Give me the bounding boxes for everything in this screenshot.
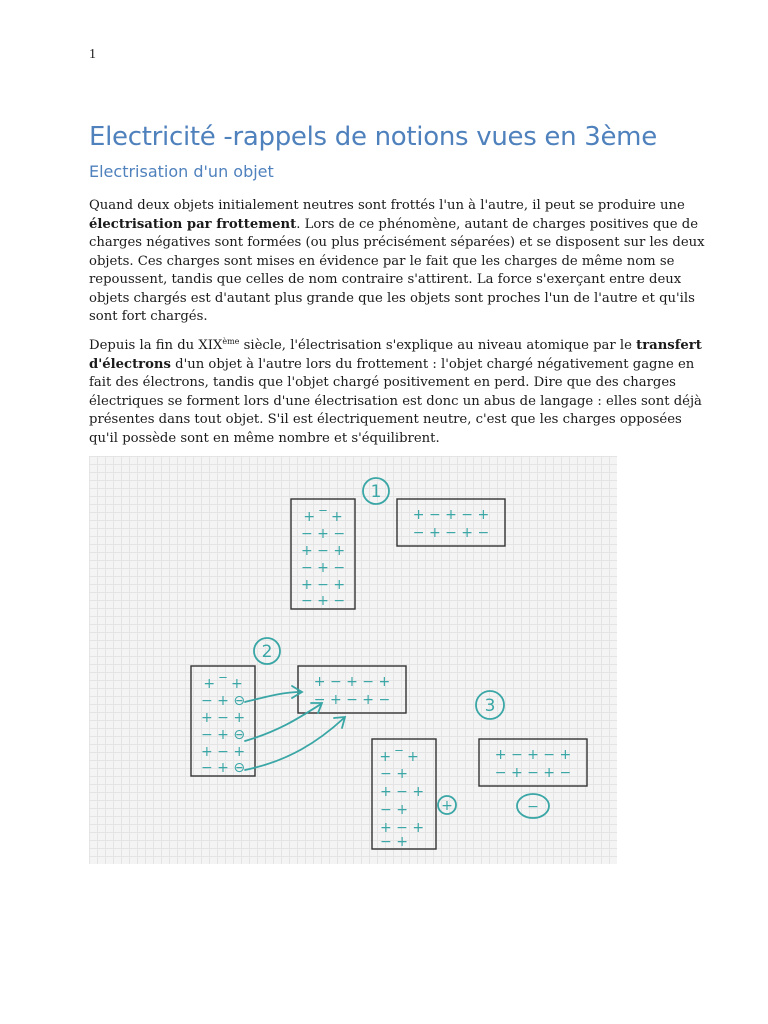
charge-row: + − + <box>200 710 246 726</box>
charge-row: − + − + − <box>313 692 391 708</box>
charge-row: − + − + − <box>494 765 572 781</box>
step-1-label: 1 <box>370 482 382 502</box>
charge-row: − + ⊖ <box>200 727 246 743</box>
step-2-tall-charges <box>201 676 245 776</box>
step-3-label: 3 <box>484 696 496 716</box>
bold-term: d'électrons <box>89 356 171 372</box>
para1-text: . Lors de ce phénomène, autant de charges positives que de <box>296 216 699 232</box>
charge-row: − + <box>380 802 408 818</box>
para1-line: objets. Ces charges sont mises en évidence par le fait que les charges de même nom se <box>89 253 675 269</box>
paragraph-atomic <box>89 337 702 448</box>
para2-text: siècle, l'électrisation s'explique au niveau atomique par le <box>239 338 637 353</box>
step-1-tall-charges <box>301 509 345 609</box>
charge-row: + ‾ + <box>303 509 343 525</box>
page-title: Electricité -rappels de notions vues en 3ème <box>89 122 657 152</box>
para2-text: d'un objet à l'autre lors du frottement : l'objet chargé négativement gagne en <box>170 356 695 372</box>
charge-row: + − + − + <box>494 747 572 763</box>
charge-row: − + − + − <box>412 525 490 541</box>
step-2-label: 2 <box>261 642 273 662</box>
charge-row: + − + <box>379 820 425 836</box>
step-1-group <box>291 478 505 609</box>
superscript: ème <box>222 337 240 346</box>
para1-line: objets chargés est d'autant plus grande que les objets sont proches l'un de l'autre et qu'ils <box>89 290 695 306</box>
step-3-tall-charges <box>379 749 424 850</box>
charge-row: + ‾ + <box>379 749 419 765</box>
charge-row: + − + − + <box>412 507 490 523</box>
charge-row: − + <box>380 766 408 782</box>
charge-row: + − + <box>379 784 425 800</box>
charge-row: − + − <box>300 560 346 576</box>
charge-row: − + ⊖ <box>200 693 246 709</box>
section-heading: Electrisation d'un objet <box>89 162 274 181</box>
transfer-arrow <box>245 704 321 741</box>
para1-line: sont fort chargés. <box>89 309 208 324</box>
paragraph-electrisation <box>89 197 705 327</box>
step-2-group <box>191 638 406 776</box>
charge-row: − + ⊖ <box>200 760 246 776</box>
para1-line: repoussent, tandis que celles de nom contraire s'attirent. La force s'exerçant entre deux <box>89 272 682 287</box>
para1-line: Quand deux objets initialement neutres sont frottés l'un à l'autre, il peut se produire une <box>89 198 685 213</box>
para2-line <box>89 337 702 356</box>
bold-term: transfert <box>636 338 702 353</box>
para1-line <box>89 216 699 235</box>
bold-term: électrisation par frottement <box>89 216 297 232</box>
para2-text: Depuis la fin du XIX <box>89 338 223 353</box>
para2-line <box>89 356 695 375</box>
para2-line: fait des électrons, tandis que l'objet chargé positivement en perd. Dire que des charges <box>89 375 676 390</box>
para2-line: présentes dans tout objet. S'il est électriquement neutre, c'est que les charges opposées <box>89 412 682 427</box>
charge-row: + − + <box>200 744 246 760</box>
step-3-group <box>372 691 587 850</box>
transfer-arrow <box>245 718 344 770</box>
charge-row: + − + <box>300 543 346 559</box>
charge-row: − + − <box>300 526 346 542</box>
page-number: 1 <box>89 47 96 62</box>
charge-row: + − + <box>300 577 346 593</box>
charge-row: + − + − + <box>313 674 391 690</box>
charge-row: + ‾ + <box>203 676 243 692</box>
sketch-canvas <box>89 456 617 864</box>
electrisation-sketch <box>89 456 617 864</box>
step-2-wide-charges <box>314 674 390 708</box>
negative-net-charge: − <box>527 799 539 815</box>
step-3-wide-charges <box>495 747 571 781</box>
charge-row: − + − <box>300 593 346 609</box>
step-1-wide-charges <box>413 507 489 541</box>
para2-line: électriques se forment lors d'une électrisation est donc un abus de langage : elles sont déjà <box>89 393 702 409</box>
positive-net-charge: + <box>441 798 453 814</box>
para2-line: qu'il possède sont en même nombre et s'équilibrent. <box>89 430 440 446</box>
charge-row: − + <box>380 834 408 850</box>
para1-line: charges négatives sont formées (ou plus précisément séparées) et se disposent sur les deux <box>89 235 705 250</box>
